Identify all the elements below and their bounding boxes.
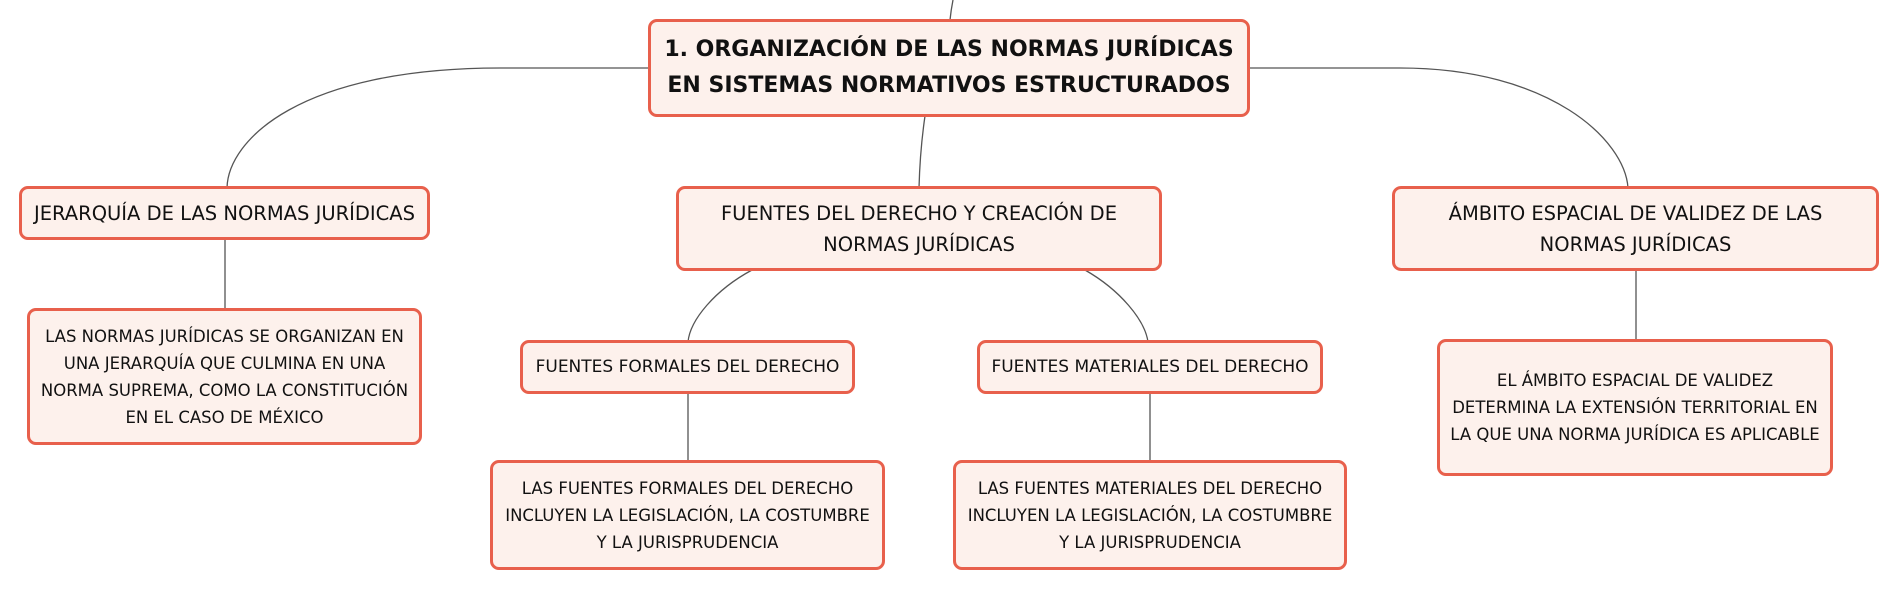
node-jerarquia[interactable]: [19, 186, 430, 240]
node-ambito-detail[interactable]: [1437, 339, 1833, 476]
node-fuentes-formales-label: FUENTES FORMALES DEL DERECHO: [535, 356, 840, 377]
node-fuentes-del-derecho[interactable]: [676, 186, 1162, 271]
connector-fuentes-to-materiales: [1085, 270, 1148, 342]
node-fuentes-formales[interactable]: [520, 340, 855, 394]
node-ambito-detail-text: EL ÁMBITO ESPACIAL DE VALIDEZ DETERMINA LA EXTENSIÓN TERRITORIAL EN LA QUE UNA NORMA JURÍDICA ES APLICABLE: [1450, 371, 1820, 444]
node-fuentes-materiales-label: FUENTES MATERIALES DEL DERECHO: [991, 356, 1309, 377]
node-jerarquia-label: JERARQUÍA DE LAS NORMAS JURÍDICAS: [33, 201, 416, 225]
root-node-label: 1. ORGANIZACIÓN DE LAS NORMAS JURÍDICAS EN SISTEMAS NORMATIVOS ESTRUCTURADOS: [664, 37, 1234, 98]
node-fuentes-formales-detail-text: LAS FUENTES FORMALES DEL DERECHO INCLUYEN LA LEGISLACIÓN, LA COSTUMBRE Y LA JURISPRUDENCIA: [505, 478, 870, 552]
connector-root-to-fuentes: [919, 116, 925, 188]
connector-fuentes-to-formales: [688, 270, 752, 342]
connector-root-to-ambito: [1250, 68, 1628, 188]
node-ambito-espacial-label: ÁMBITO ESPACIAL DE VALIDEZ DE LAS NORMAS JURÍDICAS: [1448, 201, 1823, 256]
connector-root-to-jerarquia: [227, 68, 650, 188]
node-fuentes-materiales-detail[interactable]: [953, 460, 1347, 570]
connector-incoming-top: [950, 0, 953, 20]
root-node[interactable]: [648, 19, 1250, 117]
node-fuentes-formales-detail[interactable]: [490, 460, 885, 570]
node-jerarquia-detail-text: LAS NORMAS JURÍDICAS SE ORGANIZAN EN UNA JERARQUÍA QUE CULMINA EN UNA NORMA SUPREMA, COMO LA CONSTITUCIÓN EN EL CASO DE MÉXICO: [40, 326, 409, 427]
node-ambito-espacial[interactable]: [1392, 186, 1879, 271]
node-fuentes-del-derecho-label: FUENTES DEL DERECHO Y CREACIÓN DE NORMAS JURÍDICAS: [720, 201, 1118, 256]
node-jerarquia-detail[interactable]: [27, 308, 422, 445]
node-fuentes-materiales[interactable]: [977, 340, 1323, 394]
node-fuentes-materiales-detail-text: LAS FUENTES MATERIALES DEL DERECHO INCLUYEN LA LEGISLACIÓN, LA COSTUMBRE Y LA JURISPRUDENCIA: [967, 478, 1333, 552]
